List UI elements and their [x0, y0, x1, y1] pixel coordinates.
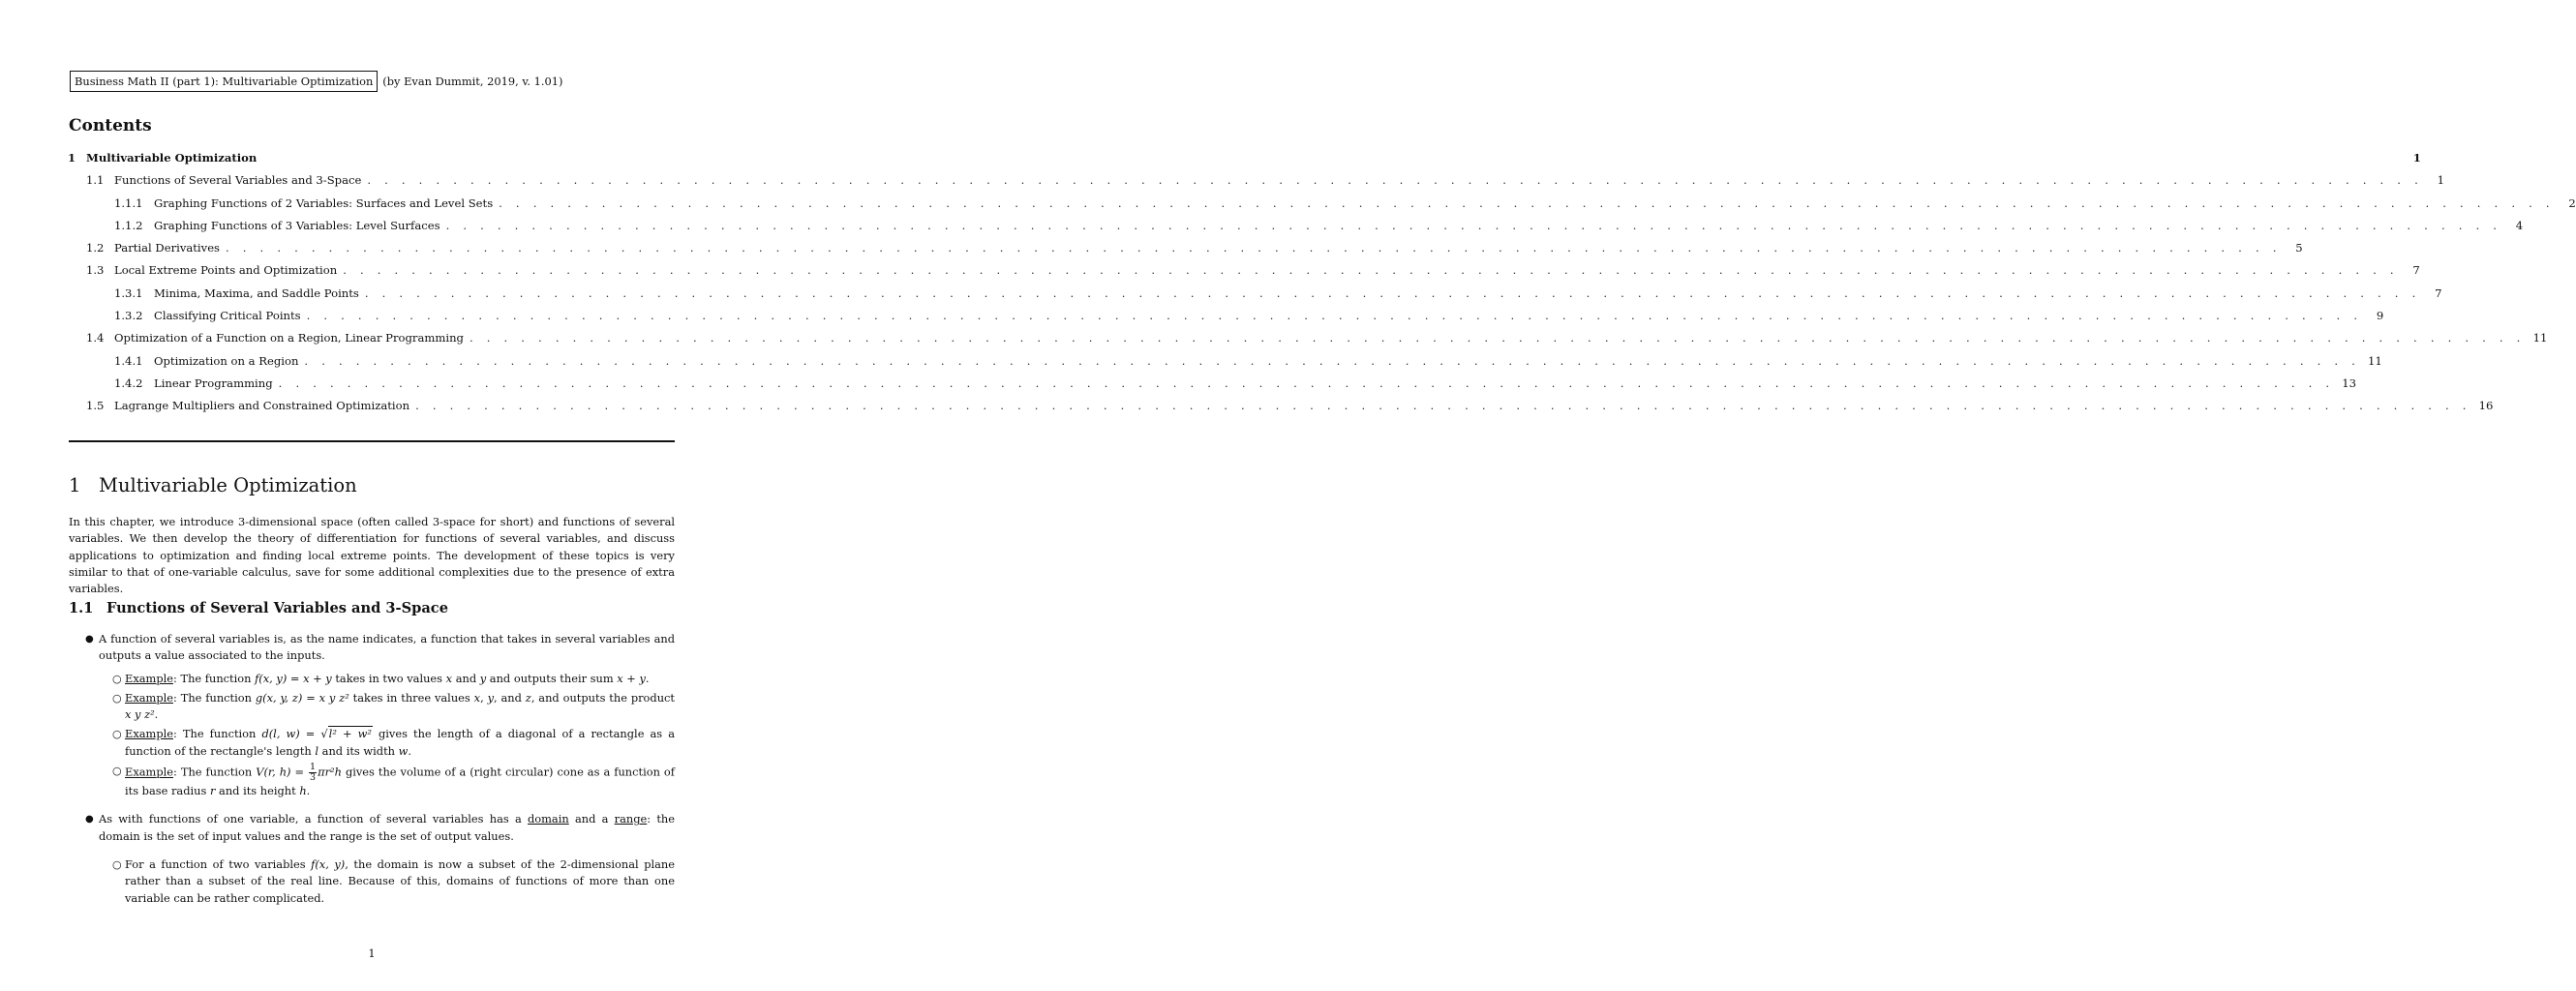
- toc-entry-number: 1.3.2: [114, 309, 143, 323]
- math-expression: πr²h: [318, 765, 342, 779]
- toc-dot-leader: . . . . . . . . . . . . . . . . . . . . . . . . . . . . . . . . . . . . . . . . . . . . . . . . . . . . . . . . . . . . . . . . . . . . . . . . . . . . . . . . . . . . . . . . . . . . . . . . . . . . . . . . . . . . . . . . . . . . . . . .: [367, 173, 2423, 188]
- circle-marker-icon: ○: [112, 691, 122, 705]
- math-var: h: [299, 784, 307, 798]
- math-expression: g(x, y, z) = x y z²: [255, 690, 349, 705]
- toc-dot-leader: . . . . . . . . . . . . . . . . . . . . . . . . . . . . . . . . . . . . . . . . . . . . . . . . . . . . . . . . . . . . . . . . . . . . . . . . . . . . . . . . . . . . . . . . . . . . . . . . . . . . . . . . . . . . . . . . . . . . . . . .: [499, 195, 2555, 210]
- term-range: range: [614, 812, 648, 826]
- sub-bullet-item: [69, 856, 675, 907]
- toc-entry-number: 1.4.2: [114, 375, 143, 390]
- section-intro-paragraph: In this chapter, we introduce 3-dimensional space (often called 3-space for short) and functions of several variables. We then develop the theory of differentiation for functions of several variables, and discuss applications to optimization and finding local extreme points. The development of these topics is very similar to that of one-variable calculus, save for some additional complexities due to the presence of extra variables.: [69, 515, 675, 596]
- math-var: r: [209, 784, 216, 798]
- example-text: ,: [480, 690, 488, 705]
- toc-entry-page: 13: [2342, 375, 2357, 390]
- toc-entry-number: 1.2: [86, 241, 105, 255]
- example-text: gives the length of a diagonal of a rectangle as a function of the rectangle's length: [125, 727, 676, 758]
- toc-entry[interactable]: [68, 285, 2442, 309]
- toc-entry-title: Partial Derivatives: [114, 241, 221, 255]
- math-var: y: [487, 690, 494, 705]
- toc-entry-page: 5: [2295, 241, 2303, 255]
- toc-entry-number: 1.4: [86, 331, 105, 345]
- toc-entry-title: Graphing Functions of 2 Variables: Surfaces and Level Sets: [154, 195, 494, 210]
- example-text: gives the volume of a (right circular) cone as a function of its base radius: [125, 765, 675, 798]
- toc-entry-page: 11: [2368, 353, 2382, 368]
- toc-entry-page: 4: [2515, 218, 2524, 232]
- toc-entry-title: Graphing Functions of 3 Variables: Level Surfaces: [154, 218, 440, 232]
- toc-entry-number: 1.1: [86, 173, 105, 188]
- sub-bullet-text: , the domain is now a subset of the 2-dimensional plane rather than a subset of the real line. Because of this, domains of functions of more than one variable can be rather complicated.: [125, 856, 675, 905]
- body-bullet-list: [69, 631, 675, 910]
- section-number: 1: [69, 474, 81, 496]
- toc-entry-title: Optimization on a Region: [154, 353, 299, 368]
- toc-dot-leader: . . . . . . . . . . . . . . . . . . . . . . . . . . . . . . . . . . . . . . . . . . . . . . . . . . . . . . . . . . . . . . . . . . . . . . . . . . . . . . . . . . . . . . . . . . . . . . . . . . . . . . . . . . . . . . . . . . . . . . . .: [306, 309, 2363, 323]
- toc-entry-page: 1: [2412, 151, 2421, 165]
- toc-dot-leader: . . . . . . . . . . . . . . . . . . . . . . . . . . . . . . . . . . . . . . . . . . . . . . . . . . . . . . . . . . . . . . . . . . . . . . . . . . . . . . . . . . . . . . . . . . . . . . . . . . . . . . . . . . . . . . . . . . . . . . . .: [415, 399, 2471, 413]
- bullet-text: : the domain is the set of input values and the range is the set of output values.: [99, 812, 675, 843]
- sub-bullet-text: For a function of two variables: [125, 856, 312, 871]
- table-of-contents: [68, 151, 2576, 422]
- math-expression: x + y: [617, 671, 646, 685]
- toc-entry-page: 11: [2532, 331, 2548, 345]
- example-text: , and: [494, 690, 526, 705]
- toc-entry-number: 1.1.1: [114, 195, 143, 210]
- toc-entry-number: 1: [68, 151, 76, 165]
- document-header: [70, 71, 562, 92]
- toc-entry[interactable]: [68, 241, 2303, 263]
- toc-entry-page: 1: [2437, 173, 2444, 188]
- math-var: l: [315, 743, 319, 758]
- toc-dot-leader: . . . . . . . . . . . . . . . . . . . . . . . . . . . . . . . . . . . . . . . . . . . . . . . . . . . . . . . . . . . . . . . . . . . . . . . . . . . . . . . . . . . . . . . . . . . . . . . . . . . . . . . . . . . . . . . . . . . . . . . .: [469, 331, 2526, 345]
- toc-entry[interactable]: [68, 173, 2444, 195]
- example-text: and outputs their sum: [486, 671, 618, 685]
- toc-entry-number: 1.5: [86, 399, 105, 413]
- math-expression: f(x, y): [311, 856, 346, 871]
- example-label: Example: [125, 671, 174, 685]
- math-expression: f(x, y) = x + y: [255, 671, 332, 685]
- toc-entry-number: 1.1.2: [114, 218, 143, 232]
- toc-entry-page: 7: [2435, 285, 2442, 300]
- circle-marker-icon: ○: [112, 728, 122, 741]
- toc-dot-leader: . . . . . . . . . . . . . . . . . . . . . . . . . . . . . . . . . . . . . . . . . . . . . . . . . . . . . . . . . . . . . . . . . . . . . . . . . . . . . . . . . . . . . . . . . . . . . . . . . . . . . . . . . . . . . . . . . . . . . . . .: [304, 353, 2361, 368]
- example-text: : The function: [173, 727, 262, 741]
- example-text: , and outputs the product: [530, 690, 675, 705]
- circle-marker-icon: ○: [112, 765, 122, 778]
- example-text: takes in two values: [331, 671, 446, 685]
- toc-entry-page: 2: [2568, 195, 2576, 210]
- toc-entry[interactable]: [68, 353, 2382, 376]
- toc-dot-leader: . . . . . . . . . . . . . . . . . . . . . . . . . . . . . . . . . . . . . . . . . . . . . . . . . . . . . . . . . . . . . . . . . . . . . . . . . . . . . . . . . . . . . . . . . . . . . . . . . . . . . . . . . . . . . . . . . . . . . . . .: [343, 263, 2399, 278]
- toc-entry-number: 1.3: [86, 263, 105, 278]
- example-label: Example: [125, 690, 174, 705]
- example-text: and its height: [215, 784, 300, 798]
- example-text: and its width: [318, 743, 399, 758]
- bullet-item: [69, 811, 675, 845]
- example-label: Example: [125, 727, 174, 741]
- example-text: takes in three values: [349, 690, 474, 705]
- bullet-item: [69, 631, 675, 665]
- example-item: ○ Example: The function V(r, h) = $\frac{1}{3}$ πr²h gives the volume of a (right circular) cone as a function of its base radius r and its height h.: [112, 762, 675, 798]
- math-var: z: [525, 690, 531, 705]
- example-text: : The function: [173, 671, 256, 685]
- fraction-numerator: 1: [310, 762, 317, 773]
- section-title: Multivariable Optimization: [99, 474, 357, 496]
- toc-dot-leader: . . . . . . . . . . . . . . . . . . . . . . . . . . . . . . . . . . . . . . . . . . . . . . . . . . . . . . . . . . . . . . . . . . . . . . . . . . . . . . . . . . . . . . . . . . . . . . . . . . . . . . . . . . . . . . . . . . . . . . . .: [226, 241, 2282, 255]
- bullet-text: A function of several variables is, as the name indicates, a function that takes in several variables and outputs a value associated to the inputs.: [99, 632, 675, 663]
- toc-entry-title: Lagrange Multipliers and Constrained Optimization: [114, 399, 410, 413]
- math-fraction: [309, 763, 317, 783]
- toc-dot-leader: . . . . . . . . . . . . . . . . . . . . . . . . . . . . . . . . . . . . . . . . . . . . . . . . . . . . . . . . . . . . . . . . . . . . . . . . . . . . . . . . . . . . . . . . . . . . . . . . . . . . . . . . . . . . . . . . . . . . . . . .: [364, 285, 2421, 300]
- header-title-box: Business Math II (part 1): Multivariable Optimization: [70, 71, 378, 92]
- example-text: : The function: [173, 690, 256, 705]
- toc-entry[interactable]: [68, 331, 2548, 353]
- toc-entry[interactable]: [68, 263, 2420, 285]
- toc-entry[interactable]: [68, 375, 2357, 399]
- toc-entry-page: 9: [2376, 309, 2384, 323]
- example-text: and: [452, 671, 480, 685]
- toc-entry-title: Optimization of a Function on a Region, Linear Programming: [114, 331, 464, 345]
- horizontal-rule: [69, 440, 675, 442]
- toc-entry-title: Multivariable Optimization: [86, 151, 258, 165]
- math-var: x: [445, 671, 453, 685]
- toc-entry[interactable]: [68, 195, 2576, 219]
- example-item: ○ Example: The function g(x, y, z) = x y z² takes in three values x, y, and z, and outputs the product x y z².: [112, 690, 675, 722]
- math-var: y: [479, 671, 487, 685]
- bullet-text: As with functions of one variable, a function of several variables has a: [99, 812, 528, 826]
- example-item: ○ Example: The function d(l, w) = √l² + w² gives the length of a diagonal of a rectangle as a function of the rectangle's length l and its width w.: [112, 727, 676, 758]
- math-var: w: [398, 743, 409, 758]
- toc-entry[interactable]: [68, 399, 2494, 421]
- math-expression: x y z²: [125, 707, 155, 722]
- toc-entry-title: Classifying Critical Points: [154, 309, 301, 323]
- toc-dot-leader: . . . . . . . . . . . . . . . . . . . . . . . . . . . . . . . . . . . . . . . . . . . . . . . . . . . . . . . . . . . . . . . . . . . . . . . . . . . . . . . . . . . . . . . . . . . . . . . . . . . . . . . . . . . . . . . . . . . . . . . .: [445, 218, 2502, 232]
- subsection-heading: [69, 600, 448, 616]
- toc-entry-title: Linear Programming: [154, 375, 273, 390]
- toc-entry-title: Minima, Maxima, and Saddle Points: [154, 285, 359, 300]
- toc-entry[interactable]: [68, 151, 2421, 173]
- toc-entry-page: 16: [2478, 399, 2494, 413]
- toc-entry[interactable]: [68, 218, 2524, 241]
- fraction-denominator: 3: [310, 772, 317, 784]
- math-expression: V(r, h) =: [256, 765, 309, 779]
- term-domain: domain: [527, 812, 569, 826]
- example-item: ○ Example: The function f(x, y) = x + y takes in two values x and y and outputs their sum x + y.: [69, 671, 675, 687]
- bullet-text: and a: [568, 812, 615, 826]
- example-label: Example: [125, 765, 174, 779]
- subsection-title: Functions of Several Variables and 3-Space: [106, 600, 448, 616]
- circle-marker-icon: ○: [112, 857, 122, 871]
- circle-marker-icon: ○: [112, 672, 122, 685]
- toc-entry-number: 1.4.1: [114, 353, 143, 368]
- example-list: [69, 671, 675, 800]
- toc-entry[interactable]: [68, 309, 2384, 331]
- toc-entry-title: Functions of Several Variables and 3-Space: [114, 173, 362, 188]
- contents-heading: Contents: [69, 116, 152, 135]
- section-heading: [69, 474, 357, 496]
- page-number: 1: [368, 946, 376, 960]
- math-var: x: [473, 690, 481, 705]
- toc-entry-page: 7: [2412, 263, 2420, 278]
- toc-entry-title: Local Extreme Points and Optimization: [114, 263, 338, 278]
- example-text: : The function: [173, 765, 257, 779]
- sub-bullet-list: [69, 856, 675, 907]
- bullet-marker-icon: ●: [85, 814, 94, 826]
- header-attribution: (by Evan Dummit, 2019, v. 1.01): [382, 75, 563, 88]
- math-radicand: l² + w²: [328, 727, 372, 741]
- toc-entry-number: 1.3.1: [114, 285, 143, 300]
- toc-dot-leader: . . . . . . . . . . . . . . . . . . . . . . . . . . . . . . . . . . . . . . . . . . . . . . . . . . . . . . . . . . . . . . . . . . . . . . . . . . . . . . . . . . . . . . . . . . . . . . . . . . . . . . . . . . . . . . . . . . . . . . . .: [278, 375, 2335, 390]
- math-expression: d(l, w) = √: [261, 727, 328, 741]
- subsection-number: 1.1: [69, 600, 94, 616]
- bullet-marker-icon: ●: [85, 634, 94, 645]
